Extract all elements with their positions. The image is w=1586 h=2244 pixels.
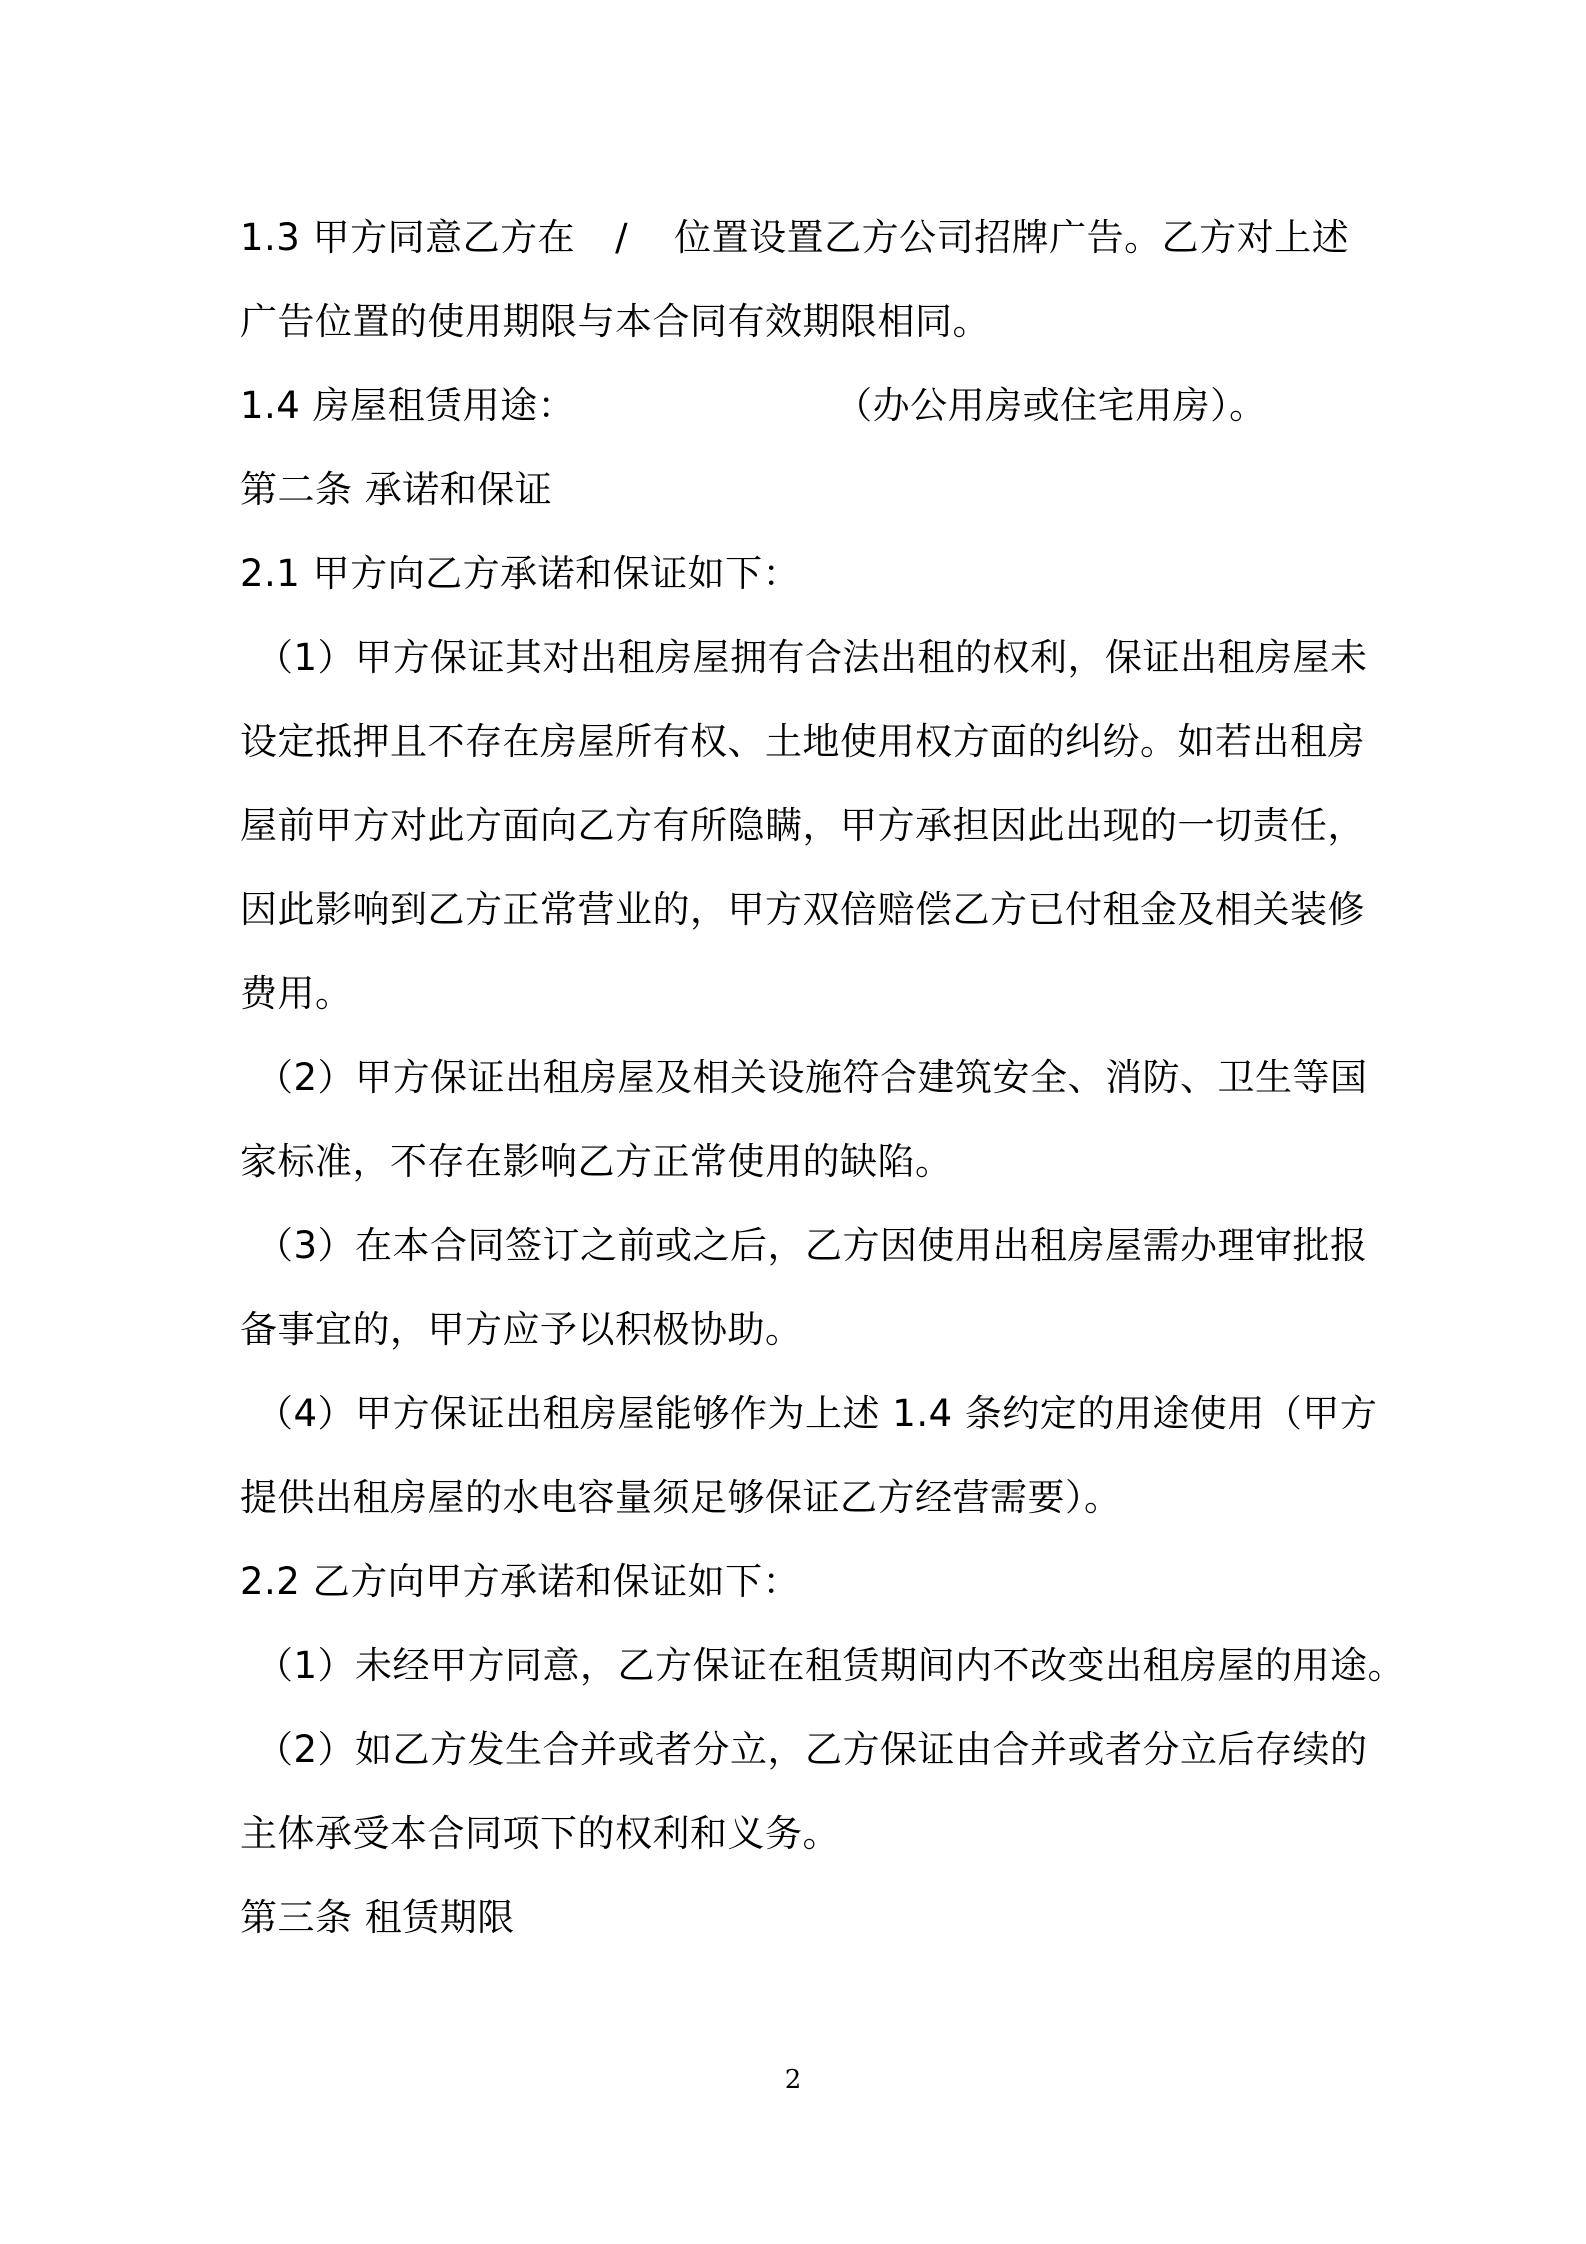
clause-1-4-options: （办公用房或住宅用房）。 — [835, 384, 1267, 427]
clause-2-1-item-3-line-2: 备事宜的，甲方应予以积极协助。 — [240, 1308, 803, 1351]
clause-2-2-item-2-line-2: 主体承受本合同项下的权利和义务。 — [240, 1812, 840, 1855]
clause-1-3-line-1 — [240, 196, 1360, 280]
clause-2-1-item-2-line-1: （2）甲方保证出租房屋及相关设施符合建筑安全、消防、卫生等国 — [256, 1056, 1368, 1099]
clause-2-1-item-1-line-4: 因此影响到乙方正常营业的，甲方双倍赔偿乙方已付租金及相关装修 — [240, 888, 1365, 931]
clause-1-3-lead: 1.3 甲方同意乙方在 — [240, 216, 576, 259]
document-body — [240, 196, 1406, 1960]
article-3-heading: 第三条 租赁期限 — [240, 1896, 515, 1939]
clause-2-1-item-1-line-3: 屋前甲方对此方面向乙方有所隐瞒，甲方承担因此出现的一切责任， — [240, 804, 1365, 847]
clause-2-1-item-4-line-2: 提供出租房屋的水电容量须足够保证乙方经营需要）。 — [240, 1476, 1122, 1519]
clause-1-3-line-2: 广告位置的使用期限与本合同有效期限相同。 — [240, 300, 990, 343]
clause-2-1-heading: 2.1 甲方向乙方承诺和保证如下： — [240, 552, 801, 595]
clause-2-2-item-1-line-1: （1）未经甲方同意，乙方保证在租赁期间内不改变出租房屋的用途。 — [256, 1644, 1406, 1687]
clause-2-1-item-1-line-2: 设定抵押且不存在房屋所有权、土地使用权方面的纠纷。如若出租房 — [240, 720, 1365, 763]
clause-1-4-lead: 1.4 房屋租赁用途： — [240, 384, 576, 427]
clause-1-3-rest: 位置设置乙方公司招牌广告。乙方对上述 — [674, 216, 1350, 259]
page-number: 2 — [784, 2065, 802, 2095]
clause-2-1-item-2-line-2: 家标准，不存在影响乙方正常使用的缺陷。 — [240, 1140, 953, 1183]
clause-1-3-slash: / — [615, 216, 629, 259]
clause-2-2-item-2-line-1: （2）如乙方发生合并或者分立，乙方保证由合并或者分立后存续的 — [256, 1728, 1368, 1771]
clause-2-1-item-3-line-1: （3）在本合同签订之前或之后，乙方因使用出租房屋需办理审批报 — [256, 1224, 1368, 1267]
clause-2-2-heading: 2.2 乙方向甲方承诺和保证如下： — [240, 1560, 801, 1603]
clause-1-4-line — [240, 364, 1360, 448]
clause-2-1-item-4-line-1: （4）甲方保证出租房屋能够作为上述 1.4 条约定的用途使用（甲方 — [256, 1392, 1378, 1435]
article-2-heading: 第二条 承诺和保证 — [240, 468, 553, 511]
clause-2-1-item-1-line-1: （1）甲方保证其对出租房屋拥有合法出租的权利，保证出租房屋未 — [256, 636, 1368, 679]
clause-2-1-item-1-line-5: 费用。 — [240, 972, 353, 1015]
